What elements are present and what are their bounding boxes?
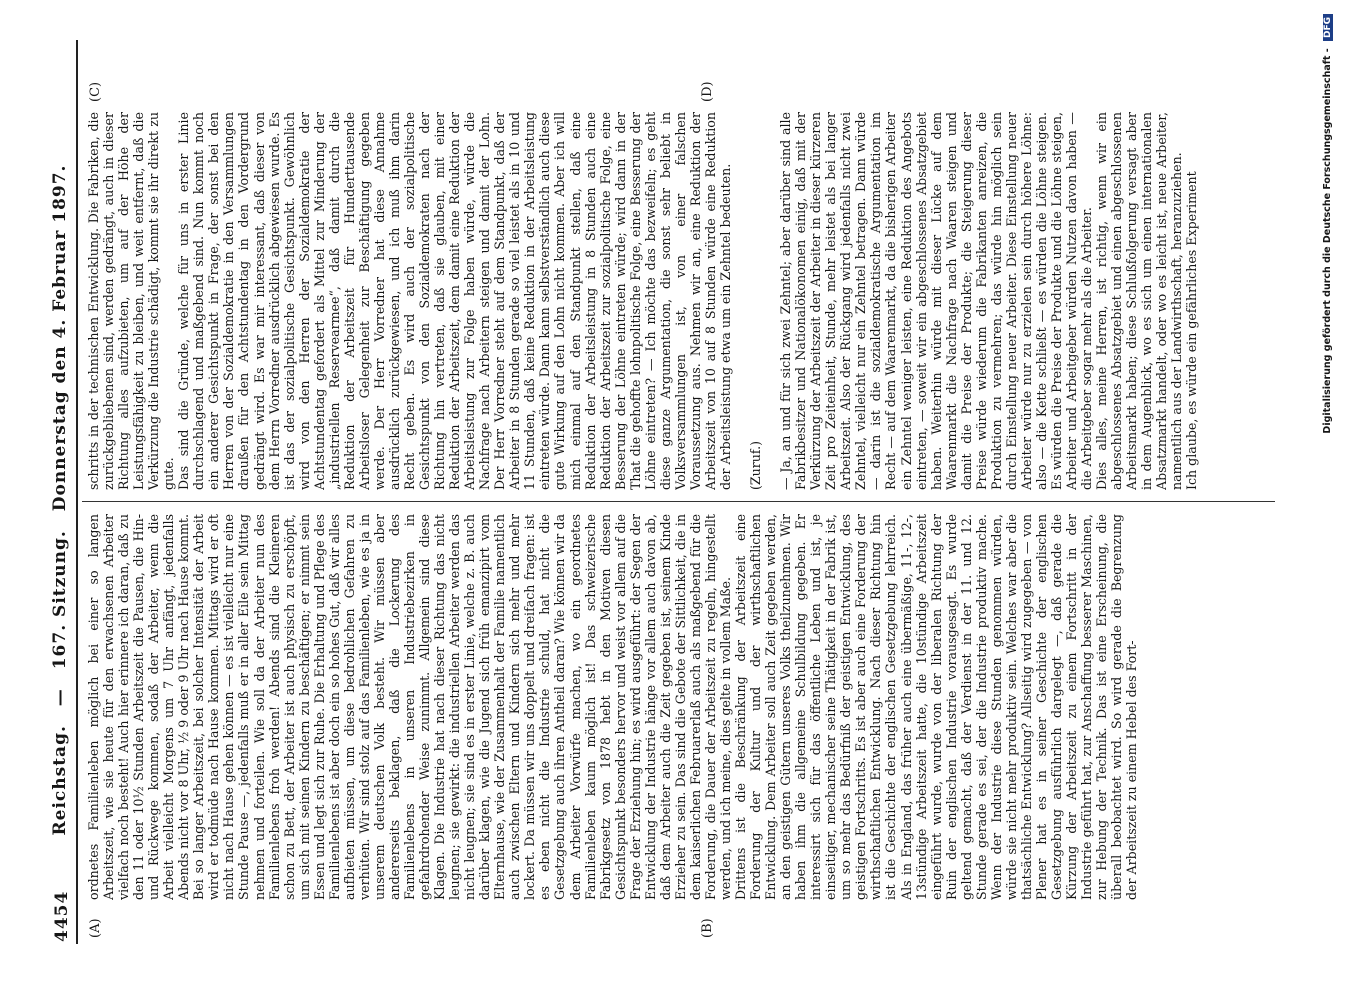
margin-marker-c: (C)	[88, 81, 103, 102]
header-separator: —	[50, 688, 70, 707]
column-divider	[82, 501, 1275, 502]
credit-text: Digitalisierung gefördert durch die Deutsche Forschungsgemeinschaft -	[1322, 48, 1333, 434]
header-source: Reichstag.	[50, 725, 70, 836]
digitization-credit	[1322, 14, 1333, 1000]
margin-marker-a: (A)	[88, 918, 103, 938]
margin-marker-d: (D)	[700, 81, 715, 102]
header-date: Donnerstag den 4. Februar 1897.	[50, 164, 70, 512]
text-column-left: ordnetes Familienleben möglich bei einer so langen Arbeitszeit, wie sie heute für den erwachsenen Arbeiter vielfach noch besteht! Auch hier erinnere ich daran, daß zu den 11 oder 10½ Stunden Arbeitszeit die Pausen, die Hin- und Rückwege kommen, sodaß der Arbeiter, wenn die Arbeit vielleicht Morgens um 7 Uhr anfängt, jedenfalls Abends nicht vor 8 Uhr, ½ 9 oder 9 Uhr nach Hause kommt. Bei so langer Arbeitszeit, bei solcher Intensität der Arbeit wird er todmüde nach Hause kommen. Mittags wird er oft nicht nach Hause gehen können — es ist vielleicht nur eine Stunde Pause —, jedenfalls muß er in aller Eile sein Mittag nehmen und forteilen. Wie soll da der Arbeiter nun des Familienlebens froh werden! Abends sind die Kleineren schon zu Bett, der Arbeiter ist auch physisch zu erschöpft, um sich mit seinen Kindern zu beschäftigen; er nimmt sein Essen und legt sich zur Ruhe. Die Erhaltung und Pflege des Familienlebens ist aber doch ein so hohes Gut, daß wir alles aufbieten müssen, um diese bedrohlichen Gefahren zu verhüten. Wir sind stolz auf das Familienleben, wie es ja in unserem deutschen Volk besteht. Wir müssen aber andererseits beklagen, daß die Lockerung des Familienlebens in unseren Industriebezirken in gefahrdrohender Weise zunimmt. Allgemein sind diese Klagen. Die Industrie hat nach dieser Richtung das nicht leugnen; sie gewirkt: die industriellen Arbeiter werden das nicht leugnen; sie sind es in erster Linie, welche z. B. auch darüber klagen, wie die Jugend sich früh emanzipirt vom Elternhause, wie der Zusammenhalt der Familie namentlich auch zwischen Eltern und Kindern sich mehr und mehr lockert. Da müssen wir uns doppelt und dreifach fragen: ist es eben nicht die Industrie schuld, hat nicht die Gesetzgebung auch ihren Antheil daran? Wie können wir da dem Arbeiter Vorwürfe machen, wo ein geordnetes Familienleben kaum möglich ist! Das schweizerische Fabrikgesetz von 1878 hebt in den Motiven diesen Gesichtspunkt besonders hervor und weist vor allem auf die Frage der Erziehung hin; es wird ausgeführt: der Segen der Entwicklung der Industrie hänge vor allem auch davon ab, daß dem Arbeiter auch die Zeit gegeben ist, seinem Kinde Erzieher zu sein. Das sind die Gebote der Sittlichkeit, die in dem kaiserlichen Februarerlaß auch als maßgebend für die Forderung, die Dauer der Arbeitszeit zu regeln, hingestellt werden, und ich meine, dies gelte in vollem Maße. Drittens ist die Beschränkung der Arbeitszeit eine Forderung der Kultur und der wirthschaftlichen Entwicklung. Dem Arbeiter soll auch Zeit gegeben werden, an den geistigen Gütern unseres Volks theilzunehmen. Wir haben ihm die allgemeine Schulbildung gegeben. Er interessirt sich für das öffentliche Leben und ist, je einseitiger, mechanischer seine Thätigkeit in der Fabrik ist, um so mehr das Bedürfniß der geistigen Entwicklung, des geistigen Fortschritts. Es ist aber auch eine Forderung der wirthschaftlichen Entwicklung. Nach dieser Richtung hin ist die Geschichte der englischen Gesetzgebung lehrreich. Als in England, das früher auch eine übermäßige, 11-, 12-, 13stündige Arbeitszeit hatte, die 10stündige Arbeitszeit eingeführt wurde, wurde von der liberalen Richtung der Ruin der englischen Industrie vorausgesagt. Es wurde geltend gemacht, daß der Verdienst in der 11. und 12. Stunde gerade es sei, der die Industrie produktiv mache. Wenn der Industrie diese Stunden genommen würden, würde sie nicht mehr produktiv sein. Welches war aber die thatsächliche Entwicklung? Allseitig wird zugegeben — von Plener hat es in seiner Geschichte der englischen Gesetzgebung ausführlich dargelegt —, daß gerade die Kürzung der Arbeitszeit zu einem Fortschritt in der Industrie geführt hat, zur Anschaffung besserer Maschinen, zur Hebung der Technik. Das ist eine Erscheinung, die überall beobachtet wird. So wird gerade die Begrenzung der Arbeitszeit zu einem Hebel des Fort-	[86, 514, 1140, 900]
page-number: 4454	[52, 890, 72, 942]
header-session: 167. Sitzung.	[50, 530, 70, 670]
page-header	[50, 0, 70, 1000]
dfg-logo: DFG	[1323, 14, 1333, 41]
margin-marker-b: (B)	[700, 918, 715, 938]
text-column-right: schritts in der technischen Entwicklung. Die Fabriken, die zurückgebliebenen sind, werden gedrängt, auch in dieser Richtung alles aufzubieten, um auf der Höhe der Leistungsfähigkeit zu bleiben, und weit entfernt, daß die Verkürzung die Industrie schädigt, kommt sie ihr direkt zu gute. Das sind die Gründe, welche für uns in erster Linie durchschlagend und maßgebend sind. Nun kommt noch ein anderer Gesichtspunkt in Frage, der sonst bei den Herren von der Sozialdemokratie in den Versammlungen draußen für den Achtstundentag in den Vordergrund gedrängt wird. Es war mir interessant, daß dieser von dem Herrn Vorredner ausdrücklich abgewiesen wurde. Es ist das der sozialpolitische Gesichtspunkt. Gewöhnlich wird von den Herren der Sozialdemokratie der Achtstundentag gefordert als Mittel zur Minderung der „industriellen Reservearmee“, daß damit durch die Reduktion der Arbeitszeit für Hunderttausende Arbeitsloser Gelegenheit zur Beschäftigung gegeben werde. Der Herr Vorredner hat diese Annahme ausdrücklich zurückgewiesen, und ich muß ihm darin Recht geben. Es wird auch der sozialpolitische Gesichtspunkt von den Sozialdemokraten nach der Richtung hin vertreten, daß sie glauben, mit einer Reduktion der Arbeitszeit, dem damit eine Reduktion der Arbeitsleistung zur Folge haben würde, würde die Nachfrage nach Arbeitern steigen und damit der Lohn. Der Herr Vorredner steht auf dem Standpunkt, daß der Arbeiter in 8 Stunden gerade so viel leistet als in 10 und 11 Stunden, daß keine Reduktion in der Arbeitsleistung eintreten würde. Dann kann selbstverständlich auch diese gute Wirkung auf den Lohn nicht kommen. Aber ich will mich einmal auf den Standpunkt stellen, daß eine Reduktion der Arbeitsleistung in 8 Stunden auch eine Reduktion der Arbeitszeit zur sozialpolitische Folge, eine Besserung der Löhne eintreten würde; wird dann in der That die gehoffte lohnpolitische Folge, eine Besserung der Löhne eintreten? — Ich möchte das bezweifeln; es geht diese ganze Argumentation, die sonst sehr beliebt in Volksversammlungen ist, von einer falschen Voraussetzung aus. Nehmen wir an, eine Reduktion der Arbeitszeit von 10 auf 8 Stunden würde eine Reduktion der Arbeitsleistung etwa um ein Zehntel bedeuten. (Zuruf.) — Ja, an und für sich zwei Zehntel; aber darüber sind alle Fabrikbesitzer und Nationalökonomen einig, daß mit der Verkürzung der Arbeitszeit der Arbeiter in dieser kürzeren Zeit pro Zeiteinheit, Stunde, mehr leistet als bei langer Arbeitszeit. Also der Rückgang wird jedenfalls nicht zwei Zehntel, vielleicht nur ein Zehntel betragen. Dann würde — darin ist die sozialdemokratische Argumentation im Recht — auf dem Waarenmarkt, da die bisherigen Arbeiter ein Zehntel weniger leisten, eine Reduktion des Angebots eintreten, — soweit wir ein abgeschlossenes Absatzgebiet haben. Weiterhin würde mit dieser Lücke auf dem Waarenmarkt die Nachfrage nach Waaren steigen und damit die Preise der Produkte; die Steigerung dieser Preise würde wiederum die Fabrikanten anreizen, die Produktion zu vermehren; das würde hin möglich sein durch Einstellung neuer Arbeiter. Diese Einstellung neuer Arbeiter würde nur zu erzielen sein durch höhere Löhne: also — die Kette schließt — es würden die Löhne steigen. Es würden die Preise der Produkte und die Löhne steigen, Arbeiter und Arbeitgeber würden Nutzen davon haben — die Arbeitgeber sogar mehr als die Arbeiter. Dies alles, meine Herren, ist richtig, wenn wir ein abgeschlossenes Absatzgebiet und einen abgeschlossenen Arbeitsmarkt haben; diese Schlußfolgerung versagt aber in dem Augenblick, wo es sich um einen internationalen Absatzmarkt handelt, oder wo es leicht ist, neue Arbeiter, namentlich aus der Landwirthschaft, heranzuziehen. Ich glaube, es würde ein gefährliches Experiment	[86, 112, 1200, 490]
header-rule	[76, 40, 78, 944]
